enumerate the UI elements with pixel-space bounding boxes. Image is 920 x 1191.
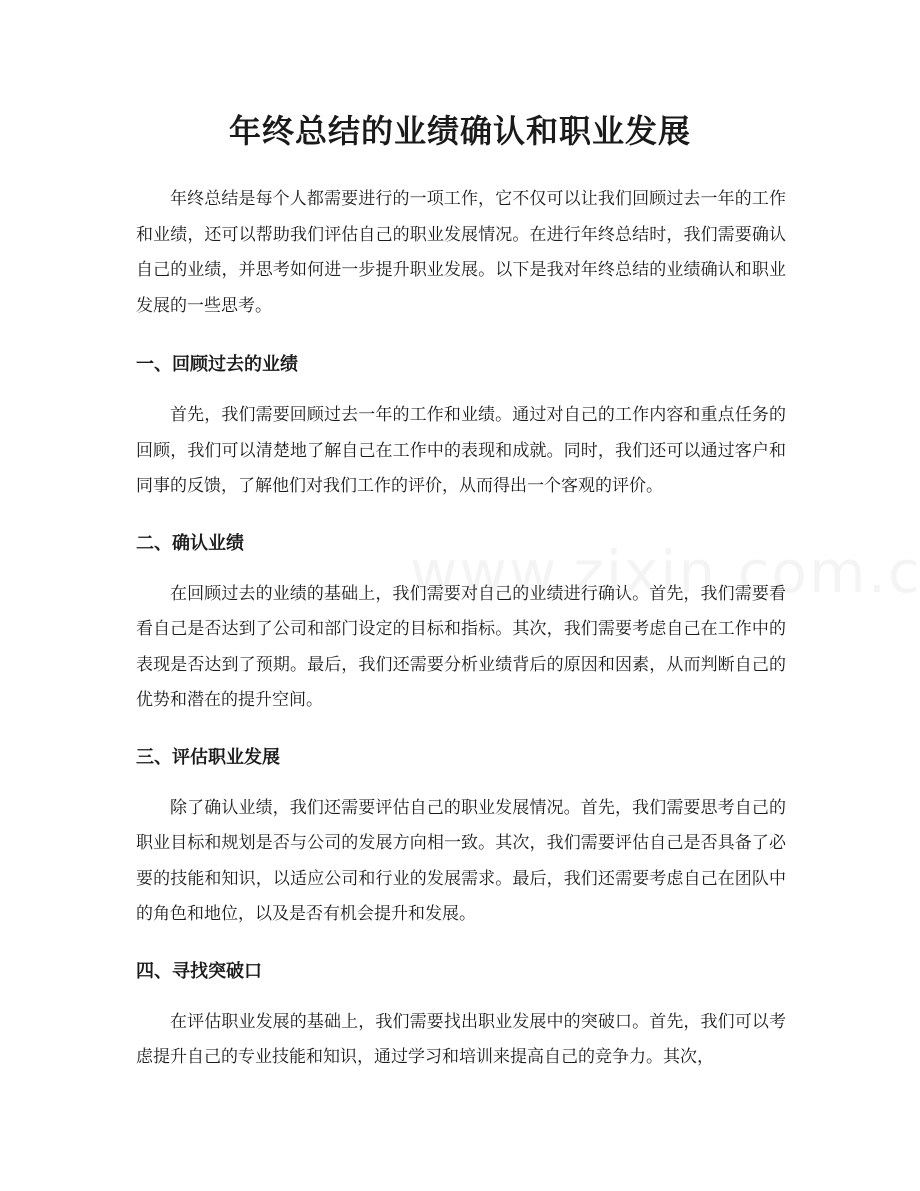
section-paragraph-evaluate: 除了确认业绩，我们还需要评估自己的职业发展情况。首先，我们需要思考自己的职业目标和规划是否与公司的发展方向相一致。其次，我们需要评估自己是否具备了必要的技能和知识，以适应公司和行业的发展需求。最后，我们还需要考虑自己在团队中的角色和地位，以及是否有机会提升和发展。 [136, 797, 786, 924]
section-paragraph-review: 首先，我们需要回顾过去一年的工作和业绩。通过对自己的工作内容和重点任务的回顾，我们可以清楚地了解自己在工作中的表现和成就。同时，我们还可以通过客户和同事的反馈，了解他们对我们工作的评价，从而得出一个客观的评价。 [136, 405, 786, 496]
document-title: 年终总结的业绩确认和职业发展 [228, 112, 691, 150]
section-heading-evaluate: 三、评估职业发展 [136, 746, 280, 768]
document-body [136, 182, 786, 1076]
section-heading-breakthrough: 四、寻找突破口 [136, 960, 262, 982]
section-heading-confirm: 二、确认业绩 [136, 532, 244, 554]
intro-paragraph: 年终总结是每个人都需要进行的一项工作，它不仅可以让我们回顾过去一年的工作和业绩，还可以帮助我们评估自己的职业发展情况。在进行年终总结时，我们需要确认自己的业绩，并思考如何进一步提升职业发展。以下是我对年终总结的业绩确认和职业发展的一些思考。 [136, 189, 786, 316]
section-paragraph-confirm: 在回顾过去的业绩的基础上，我们需要对自己的业绩进行确认。首先，我们需要看看自己是否达到了公司和部门设定的目标和指标。其次，我们需要考虑自己在工作中的表现是否达到了预期。最后，我们还需要分析业绩背后的原因和因素，从而判断自己的优势和潜在的提升空间。 [136, 583, 786, 710]
section-paragraph-breakthrough: 在评估职业发展的基础上，我们需要找出职业发展中的突破口。首先，我们可以考虑提升自己的专业技能和知识，通过学习和培训来提高自己的竞争力。其次， [136, 1011, 786, 1067]
section-heading-review: 一、回顾过去的业绩 [136, 354, 298, 375]
